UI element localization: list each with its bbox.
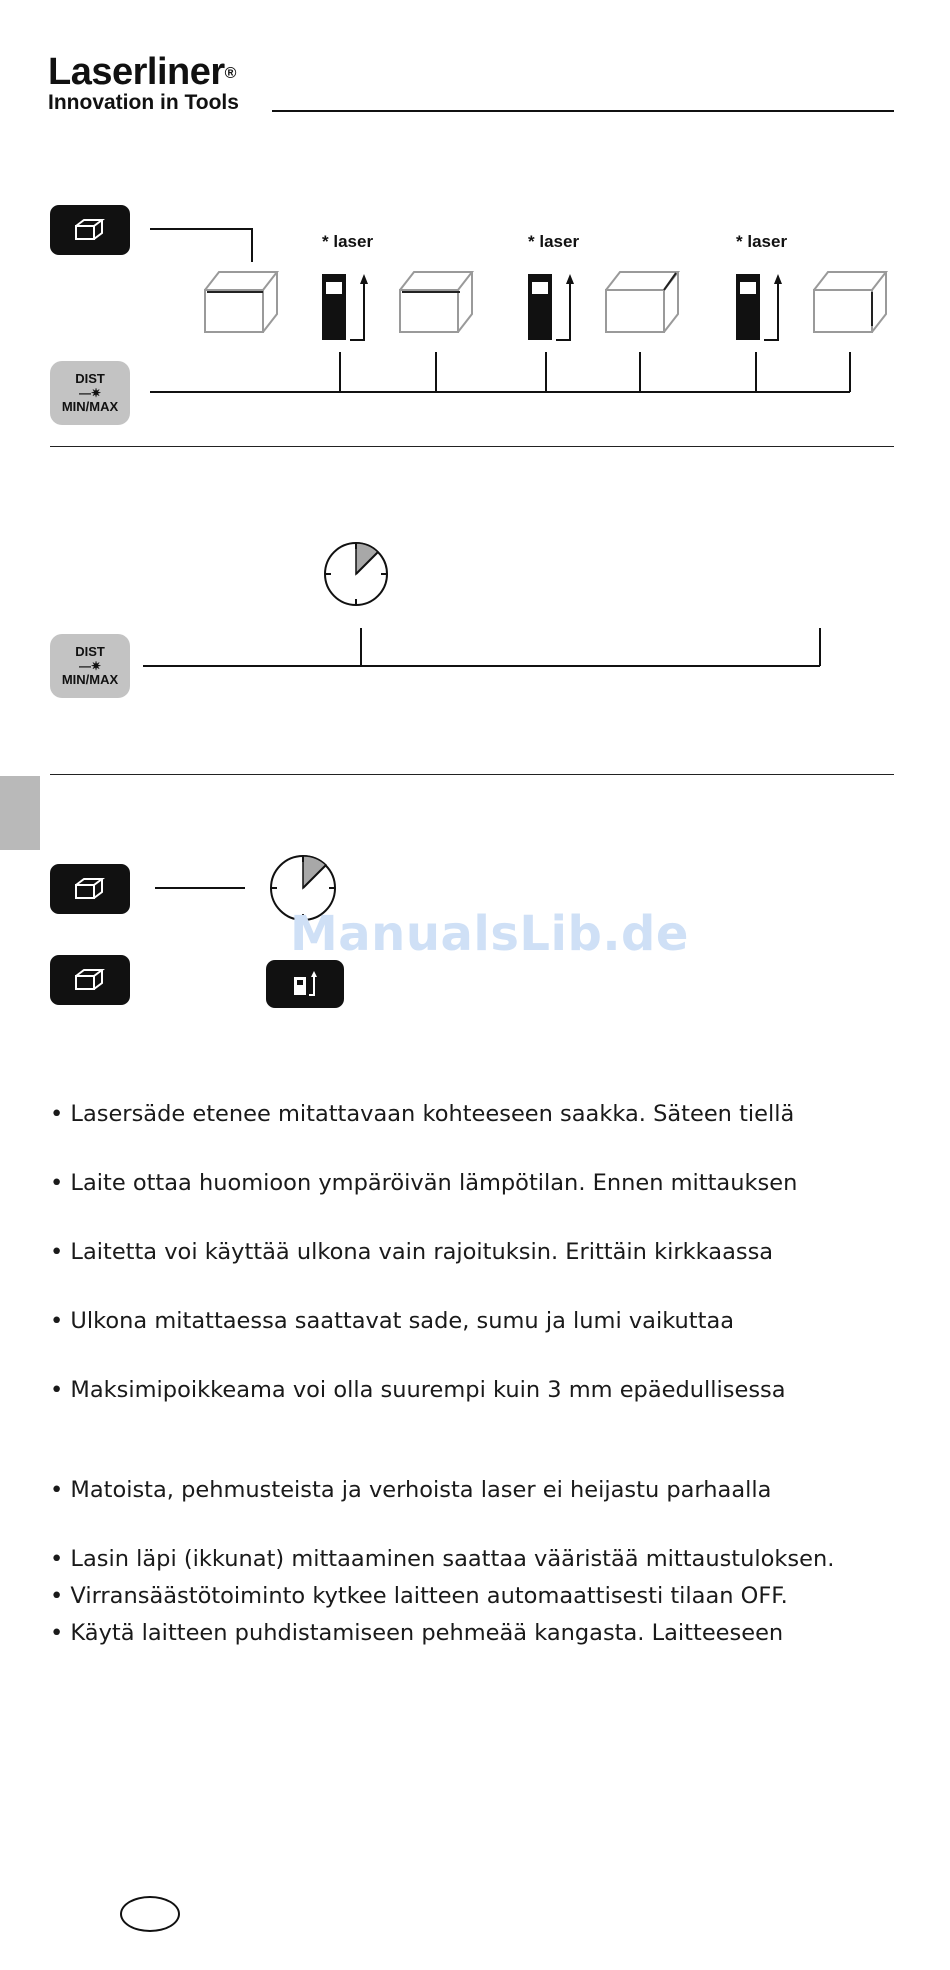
brand-name: Laserliner® — [48, 51, 236, 93]
language-badge — [120, 1896, 180, 1932]
area-volume-key-3[interactable] — [50, 955, 130, 1005]
box-highlight-3 — [664, 273, 676, 290]
list-item: • Maksimipoikkeama voi olla suurempi kuin 3 mm epäedullisessa — [50, 1377, 786, 1403]
room-box-icon — [814, 272, 886, 332]
watermark: ManualsLib.de — [290, 906, 689, 962]
list-item: • Lasersäde etenee mitattavaan kohteeseen saakka. Säteen tiellä — [50, 1101, 795, 1127]
list-item: • Laitetta voi käyttää ulkona vain rajoituksin. Erittäin kirkkaassa — [50, 1239, 774, 1265]
area-volume-key-2[interactable] — [50, 864, 130, 914]
timeline-2 — [143, 628, 820, 666]
list-item: • Ulkona mitattaessa saattavat sade, sumu ja lumi vaikuttaa — [50, 1308, 735, 1334]
list-item: • Käytä laitteen puhdistamiseen pehmeää kangasta. Laitteeseen — [50, 1620, 784, 1646]
list-item: • Matoista, pehmusteista ja verhoista laser ei heijastu parhaalla — [50, 1477, 772, 1503]
room-box-icon — [205, 272, 277, 332]
device-laser-icon — [736, 274, 782, 340]
room-box-icon — [400, 272, 472, 332]
timer-icon — [325, 543, 387, 605]
list-item: • Lasin läpi (ikkunat) mittaaminen saattaa vääristää mittaustuloksen. — [50, 1546, 835, 1572]
dist-minmax-key-2[interactable]: DIST —✷ MIN/MAX — [50, 634, 130, 698]
list-item: • Virransäästötoiminto kytkee laitteen automaattisesti tilaan OFF. — [50, 1583, 788, 1609]
laser-label-2: * laser — [528, 232, 580, 251]
dist-minmax-key-1[interactable]: DIST —✷ MIN/MAX — [50, 361, 130, 425]
brand-tagline: Innovation in Tools — [48, 91, 239, 114]
timeline-1 — [150, 352, 850, 392]
laser-label-1: * laser — [322, 232, 374, 251]
device-laser-icon — [322, 274, 368, 340]
room-box-icon — [606, 272, 678, 332]
device-laser-icon — [290, 969, 320, 999]
area-volume-icon — [73, 967, 107, 993]
device-laser-icon — [528, 274, 574, 340]
registered-mark: ® — [224, 65, 236, 82]
key-connector-line — [150, 229, 252, 262]
measure-key[interactable] — [266, 960, 344, 1008]
section-side-tab — [0, 776, 40, 850]
laser-label-3: * laser — [736, 232, 788, 251]
list-item: • Laite ottaa huomioon ympäröivän lämpötilan. Ennen mittauksen — [50, 1170, 798, 1196]
area-volume-icon — [73, 876, 107, 902]
